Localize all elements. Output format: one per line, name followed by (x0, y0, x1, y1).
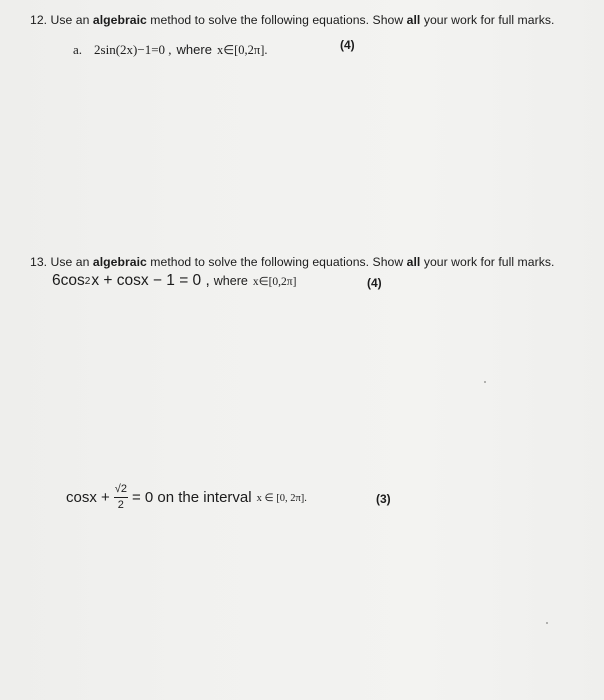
q12-instruction-bold-all: all (406, 13, 421, 27)
fraction-numerator: √2 (114, 484, 128, 498)
paper-speck (484, 381, 486, 383)
q13-instruction-text-3: your work for full marks. (423, 255, 555, 269)
q13-eq-lead: 6cos (52, 272, 85, 289)
q12a-interval: x∈[0,2π]. (216, 43, 268, 57)
q12-instruction (30, 13, 554, 27)
q12-instruction-bold-algebraic: algebraic (92, 13, 147, 27)
q14-interval: x ∈ [0, 2π]. (256, 492, 307, 504)
q12a-equation: 2sin(2x)−1=0 , (94, 42, 172, 57)
q13-number: 13. (30, 255, 48, 269)
q13-equation-line (52, 272, 296, 290)
q12a-line (73, 42, 267, 58)
q14-equation-line (66, 484, 307, 511)
q13-instruction-bold-all: all (406, 255, 421, 269)
q12a-part-label: a. (73, 42, 83, 57)
q13-instruction-text-2: method to solve the following equations. Show (150, 255, 404, 269)
fraction-denominator: 2 (117, 499, 124, 511)
q14-eq-lead: cosx + (66, 489, 110, 506)
q13-instruction (30, 255, 554, 269)
q13-marks: (4) (367, 276, 382, 290)
q12-instruction-text-2: method to solve the following equations. Show (150, 13, 404, 27)
q12-instruction-text-1: Use an (50, 13, 90, 27)
q13-interval: x∈[0,2π] (252, 276, 297, 288)
q13-eq-exponent: 2 (84, 276, 91, 287)
q13-instruction-bold-algebraic: algebraic (92, 255, 147, 269)
paper-speck (546, 622, 548, 624)
q12-number: 12. (30, 13, 48, 27)
q14-eq-rest: = 0 on the interval (131, 489, 252, 506)
q12-instruction-text-3: your work for full marks. (423, 13, 555, 27)
q14-marks: (3) (376, 492, 391, 506)
q13-where: where (213, 274, 248, 288)
q12a-where: where (176, 42, 212, 57)
q13-eq-rest: x + cosx − 1 = 0 , (91, 272, 210, 289)
q12a-marks: (4) (340, 38, 355, 52)
sqrt2-over-2-fraction (114, 484, 128, 511)
q13-instruction-text-1: Use an (50, 255, 90, 269)
